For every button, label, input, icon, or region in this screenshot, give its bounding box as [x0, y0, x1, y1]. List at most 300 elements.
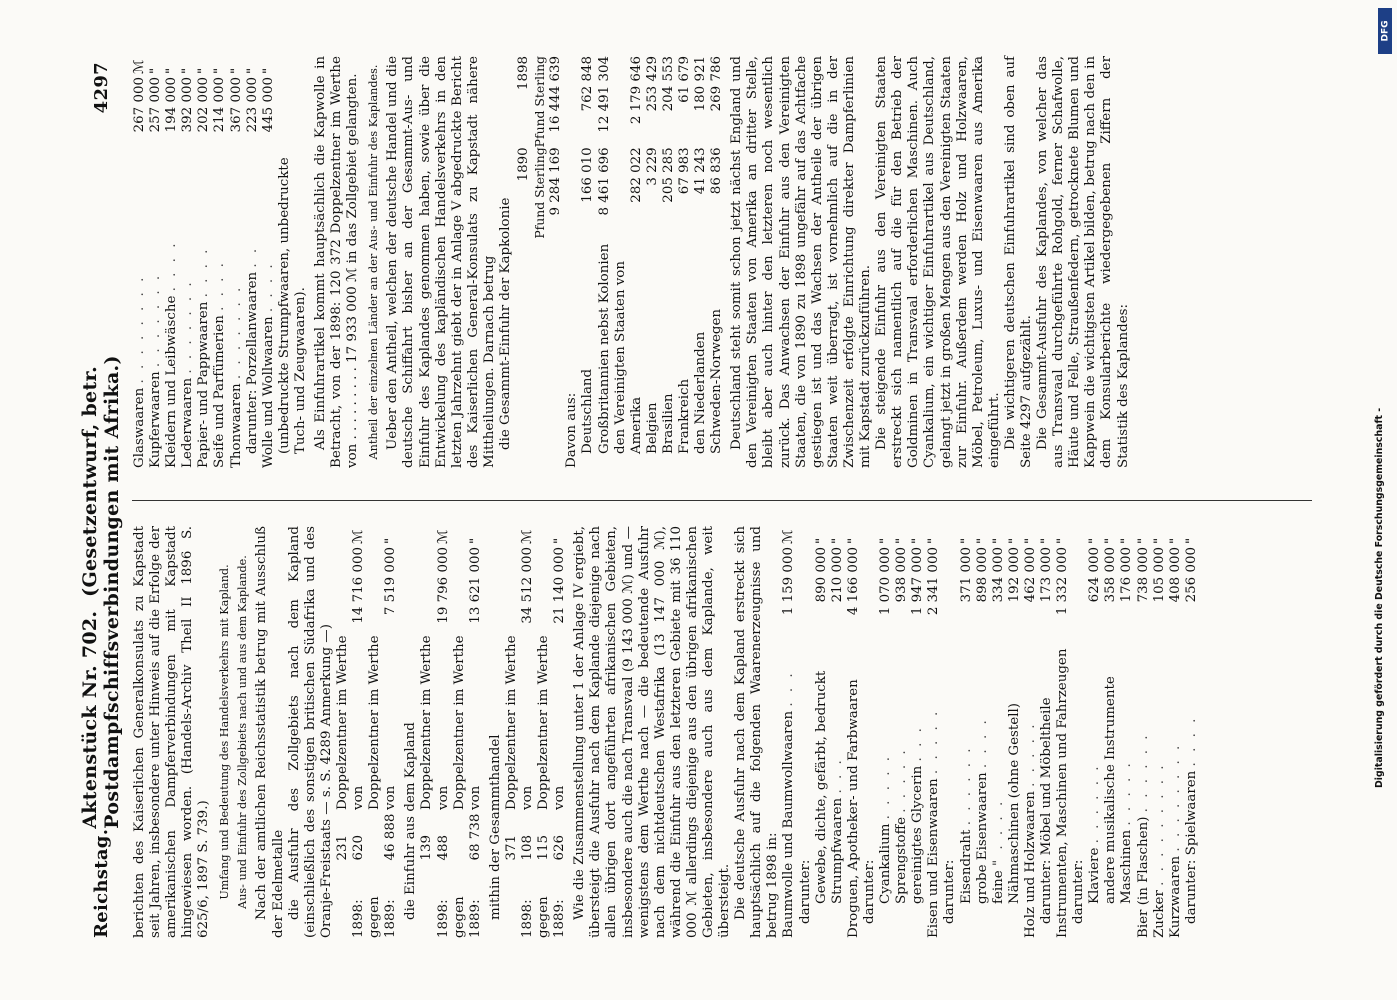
- country-label: Belgien: [644, 402, 660, 454]
- goods-label-text: Glaswaaren: [132, 387, 147, 468]
- goods-label-text: Baumwolle und Baumwollwaaren: [781, 710, 797, 938]
- goods-table: [781, 526, 1199, 938]
- goods-currency: ": [148, 67, 164, 74]
- country-rows: [580, 56, 725, 468]
- goods-label: [1103, 622, 1119, 938]
- paragraph: die Einfuhr aus dem Kapland: [403, 722, 419, 920]
- goods-currency: ": [212, 67, 228, 74]
- goods-label-text: darunter:: [797, 859, 813, 924]
- leader-dots: . . . . . . . .: [132, 274, 147, 384]
- goods-label-text: Papier- und Pappwaaren: [196, 301, 212, 468]
- goods-currency: ": [845, 537, 861, 544]
- goods-row: [862, 526, 878, 938]
- goods-currency: ": [829, 537, 845, 544]
- year-cell: 1898:: [351, 899, 367, 938]
- goods-label-text: Gewebe, dichte, gefärbt, bedruckt: [813, 670, 829, 904]
- goods-label: [1039, 622, 1055, 938]
- goods-value: 194 000: [164, 77, 180, 133]
- goods-row: [1087, 526, 1103, 938]
- unit-label: Werthe von: [334, 635, 367, 810]
- year-cell: gegen 1889:: [367, 896, 399, 938]
- goods-label-text: feine: [990, 870, 1006, 904]
- goods-value: 223 000: [244, 77, 260, 133]
- paragraph: Ueber den Antheil, welchen der deutsche Handel und die deutsche Schiffahrt bisher an der Gesammt-Aus- und Einfuhr des Kaplandes genommen haben, sowie über die Entwickelung des kapländischen Handelsverkehrs in den letzten Jahrzehnt giebt der in Anlage V abgedruckte Bericht des Kaiserlichen General-Konsulats zu Kapstadt nähere Mittheilungen. Darnach betrug: [385, 56, 497, 468]
- unit-cell: [335, 624, 367, 810]
- goods-value: 898 000: [974, 547, 990, 603]
- country-row: [709, 56, 725, 468]
- goods-label-text: Cyankalium: [878, 823, 894, 904]
- year-cell: 1898:: [519, 899, 535, 938]
- leader-dots: . .: [244, 245, 260, 268]
- value-cell: 19 796 000: [435, 547, 451, 624]
- qty-cell: 68 738: [467, 813, 483, 861]
- value-cell: 14 716 000: [351, 547, 367, 624]
- goods-label-text: Kleidern und Leibwäsche: [164, 295, 180, 468]
- paragraph: mithin der Gesammthandel: [487, 734, 503, 920]
- header-doc-number: Aktenstück Nr. 702.: [79, 610, 101, 829]
- goods-currency: ": [180, 67, 196, 74]
- goods-currency: ": [228, 67, 244, 74]
- goods-label: [1023, 622, 1039, 938]
- goods-row: [1071, 526, 1087, 938]
- goods-label: [196, 132, 212, 468]
- goods-value: 624 000: [1087, 547, 1103, 603]
- goods-row: [975, 526, 991, 938]
- goods-label: [814, 622, 830, 938]
- goods-label: [1087, 622, 1103, 938]
- goods-currency: ": [1103, 537, 1119, 544]
- goods-label-text: darunter: Porzellanwaaren: [244, 271, 260, 454]
- paragraph: Die wichtigeren deutschen Einfuhrartikel sind oben auf Seite 4297 aufgezählt.: [1002, 56, 1034, 468]
- leader-dots: . . . . . . .: [228, 284, 244, 380]
- goods-label-text: Zucker: [1151, 890, 1167, 938]
- leader-dots: . . . .: [260, 261, 276, 313]
- export-table: [335, 526, 399, 938]
- unit-label: Doppelzentner im: [419, 688, 435, 810]
- goods-currency: ": [926, 537, 942, 544]
- goods-value: 256 000: [1183, 547, 1199, 603]
- goods-value: [798, 547, 814, 622]
- goods-label-text: Kurzwaaren: [1167, 855, 1183, 938]
- goods-label: [959, 622, 975, 938]
- goods-currency: ": [1151, 537, 1167, 544]
- goods-label-text: Holz und Holzwaaren: [1022, 791, 1038, 938]
- goods-currency: [798, 526, 814, 547]
- goods-row: [1103, 526, 1119, 938]
- goods-value: 392 000: [180, 77, 196, 133]
- paragraph: Deutschland steht somit schon jetzt nächst England und den Vereinigten Staaten von Amerika an dritter Stelle, bleibt aber auch hinter den letzteren noch wesentlich zurück. Das Anwachsen der Einfuhr aus den Vereinigten Staaten, die von 1890 zu 1898 ungefähr auf das Achtfache gestiegen ist und das Wachsen der Antheile der übrigen Staaten weit überragt, ist vornehmlich auf die in der Zwischenzeit erfolgte Einrichtung direkter Dampferlinien mit Kapstadt zurückzuführen.: [729, 56, 874, 468]
- goods-row: [959, 526, 975, 938]
- unit-label: Doppelzentner im: [334, 688, 350, 810]
- goods-row: [1023, 526, 1039, 938]
- goods-currency: ": [244, 67, 260, 74]
- column-header: 1898: [516, 56, 532, 91]
- value-1890: 3 229: [644, 147, 660, 186]
- goods-row: [277, 56, 309, 468]
- table-row: [504, 526, 536, 938]
- goods-value: [1071, 547, 1087, 622]
- leader-dots: . . . .: [974, 717, 990, 769]
- goods-row: [261, 56, 277, 468]
- leader-dots: " . . . .: [990, 798, 1006, 867]
- table-row: [335, 526, 367, 938]
- section-heading: Antheil der einzelnen Länder an der Aus- und Einfuhr des Kaplandes.: [367, 64, 381, 460]
- leader-dots: . . . . .: [1119, 760, 1135, 826]
- leader-dots: . . . .: [212, 260, 228, 311]
- table-header-row: [532, 56, 548, 468]
- goods-value: 176 000: [1119, 547, 1135, 603]
- qty-cell: 46 888: [383, 813, 399, 861]
- country-label: Frankreich: [677, 378, 692, 454]
- paragraph: Die deutsche Ausfuhr nach dem Kapland erstreckt sich hauptsächlich auf die folgenden Waarenerzeugnisse und betrug 1898 in:: [733, 526, 781, 938]
- column-header: 1890: [516, 147, 532, 182]
- goods-value: 334 000: [990, 547, 1006, 603]
- goods-currency: ": [1135, 537, 1151, 544]
- goods-currency: ": [260, 67, 276, 74]
- goods-label: [180, 132, 196, 468]
- page-number: 4297: [90, 62, 112, 114]
- goods-label-text: darunter:: [1071, 859, 1087, 924]
- goods-value: 738 000: [1135, 547, 1151, 603]
- goods-value: [862, 547, 878, 622]
- goods-row: [212, 56, 228, 468]
- goods-label: [942, 622, 958, 938]
- value-1898: 762 848: [580, 56, 596, 112]
- left-column: [132, 526, 1200, 938]
- leader-dots: . . . .: [1183, 715, 1199, 767]
- country-row: [597, 56, 613, 468]
- goods-currency: ": [1038, 537, 1054, 544]
- leader-dots: . . .: [910, 725, 926, 762]
- goods-label: [975, 622, 991, 938]
- goods-value: 267 000: [132, 77, 147, 133]
- goods-row: [132, 56, 148, 468]
- goods-value: 1 947 000: [910, 547, 926, 616]
- goods-label-text: darunter: Möbel und Möbeltheile: [1038, 697, 1054, 924]
- row-label: Davon aus:: [564, 392, 580, 468]
- goods-label-text: Eisen und Eisenwaaren: [926, 778, 942, 938]
- goods-label-text: andere musikalische Instrumente: [1103, 676, 1119, 904]
- qty-cell: 139 488: [419, 834, 451, 861]
- section-heading: Umfang und Bedeutung des Handelsverkehrs mit Kapland.: [218, 564, 232, 900]
- goods-label-text: gereinigtes Glycerin: [910, 765, 926, 904]
- value-1898: 269 786: [709, 56, 725, 112]
- unit-label: Doppelzentner im: [367, 688, 383, 810]
- goods-value: 408 000: [1167, 547, 1183, 603]
- goods-row: [1119, 526, 1135, 938]
- table-row: [419, 526, 451, 938]
- goods-label-text: Nähmaschinen (ohne Gestell): [1006, 702, 1022, 904]
- goods-currency: ": [974, 537, 990, 544]
- goods-row: [1152, 526, 1168, 938]
- value-cell: 21 140 000: [552, 547, 568, 624]
- goods-label-text: darunter:: [942, 859, 958, 924]
- dfg-logo-text: DFG: [1380, 20, 1391, 42]
- unit-label: Doppelzentner im: [536, 688, 552, 810]
- goods-label-text: Droguen, Apotheker- und Farbwaaren: [845, 679, 861, 938]
- goods-row: [798, 526, 814, 938]
- unit-label: Doppelzentner im: [451, 688, 467, 810]
- goods-currency: ": [1087, 537, 1103, 544]
- table-row: [367, 526, 399, 938]
- leader-dots: . . . . .: [894, 747, 910, 813]
- section-subheading: Aus- und Einfuhr des Zollgebiets nach und aus dem Kaplande.: [236, 555, 250, 909]
- goods-row: [1184, 526, 1200, 938]
- column-unit: Pfund Sterling: [532, 56, 548, 148]
- page-header: [78, 62, 124, 938]
- value-1898: 2 179 646: [628, 56, 644, 125]
- goods-row: [245, 56, 261, 468]
- unit-cell: [419, 624, 451, 810]
- goods-row: [781, 526, 797, 938]
- goods-row: [164, 56, 180, 468]
- unit-label: Werthe von: [536, 635, 568, 810]
- goods-currency: ": [894, 537, 910, 544]
- currency-cell: ": [552, 537, 568, 544]
- goods-label: [926, 622, 942, 938]
- goods-table: [132, 56, 309, 468]
- blank-cell: [548, 239, 564, 468]
- table-row: [564, 56, 580, 468]
- goods-currency: [942, 526, 958, 547]
- goods-currency: ": [1119, 537, 1135, 544]
- goods-label: [1007, 622, 1023, 938]
- goods-label: [781, 622, 797, 938]
- country-label: Deutschland: [580, 368, 596, 454]
- value-1898: 180 921: [693, 56, 709, 112]
- goods-currency: [1071, 526, 1087, 547]
- goods-value: 192 000: [1006, 547, 1022, 603]
- paragraph: Nach der amtlichen Reichsstatistik betrug mit Ausschluß der Edelmetalle: [254, 526, 286, 938]
- year-cell: gegen 1889:: [451, 896, 483, 938]
- goods-row: [196, 56, 212, 468]
- leader-dots: . . . . . . .: [180, 279, 196, 374]
- goods-value: 1 332 000: [1055, 547, 1071, 616]
- goods-label: [212, 132, 228, 468]
- leader-dots: . . . . . . . . .: [1151, 762, 1167, 886]
- goods-label-text: darunter:: [861, 859, 877, 924]
- goods-value: 445 000: [260, 77, 276, 133]
- goods-label: [1184, 622, 1200, 938]
- goods-value: 1 159 000: [781, 547, 797, 616]
- goods-value: 1 070 000: [878, 547, 894, 616]
- goods-label: [245, 132, 261, 468]
- goods-label-text: Thonwaaren: [228, 383, 244, 468]
- paragraph: Als Einfuhrartikel kommt hauptsächlich die Kapwolle in Betracht, von der 1898: 120 372 Doppelzentner im Werthe von . . . . . . . . . 17 933 000 ℳ in das Zollgebiet gelangten.: [313, 56, 361, 468]
- goods-currency: ": [1006, 537, 1022, 544]
- goods-value: 890 000: [813, 547, 829, 603]
- header-subtitle: (Gesetzentwurf, betr. Postdampfschiffsverbindungen mit Afrika.): [79, 355, 123, 829]
- unit-label: Werthe von: [419, 635, 451, 810]
- goods-label: [132, 132, 148, 468]
- value-1890: 41 243: [693, 147, 709, 195]
- goods-value: [277, 77, 309, 132]
- goods-currency: ": [958, 537, 974, 544]
- leader-dots: . . . . .: [1022, 721, 1038, 787]
- unit-cell: [367, 624, 399, 810]
- goods-row: [894, 526, 910, 938]
- leader-dots: . . . .: [164, 240, 180, 292]
- goods-value: 210 000: [829, 547, 845, 603]
- currency-cell: ": [383, 537, 399, 544]
- column-divider: [132, 500, 1312, 501]
- value-cell: 13 621 000: [467, 547, 483, 624]
- header-left: Reichstag.: [90, 828, 112, 938]
- value-1890: 282 022: [628, 147, 644, 203]
- goods-label: [277, 132, 309, 468]
- goods-row: [1168, 526, 1184, 938]
- header-title: [79, 113, 123, 828]
- goods-value: 358 000: [1103, 547, 1119, 603]
- goods-row: [1055, 526, 1071, 938]
- goods-row: [846, 526, 862, 938]
- blank-cell: [564, 147, 580, 238]
- country-label: den Niederlanden: [693, 331, 709, 454]
- paragraph: Die Gesammt-Ausfuhr des Kaplandes, von welcher das aus Transvaal durchgeführte Rohgold, ferner Schafwolle, Häute und Felle, Straußenfedern, getrocknete Blumen und Kappwein die wichtigsten Artikel bilden, betrug nach den in dem Konsularberichte wiedergegebenen Ziffern der Statistik des Kaplandes:: [1035, 56, 1131, 468]
- table-header-row: [516, 56, 532, 468]
- value-1890: 8 461 696: [596, 147, 612, 216]
- unit-label: Werthe von: [367, 635, 399, 810]
- goods-value: 938 000: [894, 547, 910, 603]
- year-cell: gegen 1889:: [536, 896, 568, 938]
- paragraph: die Ausfuhr des Zollgebiets nach dem Kapland (einschließlich des sonstigen britischen Südafrika und des Oranje-Freistaats — s. S. 4289 Anmerkung —): [286, 526, 334, 938]
- goods-value: 367 000: [228, 77, 244, 133]
- country-row: [677, 56, 693, 468]
- paragraph: Wie die Zusammenstellung unter 1 der Anlage IV ergiebt, übersteigt die Ausfuhr nach dem Kaplande diejenige nach allen übrigen dort angeführten afrikanischen Gebieten, insbesondere auch die nach Transvaal (9 143 000 ℳ) und — wenigstens dem Werthe nach — die bedeutende Ausfuhr nach dem nichtdeutschen Westafrika (13 147 000 ℳ), während die Einfuhr aus den letzteren Gebiete mit 36 110 000 ℳ allerdings diejenige aus den übrigen afrikanischen Gebieten, insbesondere auch aus dem Kaplande, weit übersteigt.: [572, 526, 733, 938]
- goods-row: [180, 56, 196, 468]
- goods-label: [846, 622, 862, 938]
- leader-dots: . . .: [781, 670, 797, 707]
- paragraph: die Gesammt-Einfuhr der Kapkolonie: [497, 197, 513, 450]
- total-1898: 16 444 639: [548, 56, 564, 133]
- goods-value: 371 000: [958, 547, 974, 603]
- unit-cell: [536, 624, 568, 810]
- goods-label: [798, 622, 814, 938]
- value-1890: 166 010: [580, 147, 596, 203]
- currency-cell: ": [467, 537, 483, 544]
- goods-currency: [277, 56, 309, 77]
- goods-row: [229, 56, 245, 468]
- goods-value: 105 000: [1151, 547, 1167, 603]
- country-label: Großbritannien nebst Kolonien: [596, 243, 612, 454]
- currency-cell: ℳ: [351, 529, 367, 544]
- goods-row: [910, 526, 926, 938]
- goods-label-text: Sprengstoffe: [894, 816, 910, 904]
- country-label: den Vereinigten Staaten von Amerika: [612, 261, 644, 454]
- blank-cell: [564, 56, 580, 147]
- goods-row: [991, 526, 1007, 938]
- goods-currency: ": [164, 67, 180, 74]
- goods-value: 4 166 000: [845, 547, 861, 616]
- goods-value: 202 000: [196, 77, 212, 133]
- goods-currency: ": [910, 537, 926, 544]
- goods-label-text: Maschinen: [1119, 829, 1135, 904]
- qty-cell: 231 620: [334, 834, 367, 861]
- goods-currency: ": [1022, 537, 1038, 544]
- goods-label: [1055, 622, 1071, 938]
- value-cell: 34 512 000: [519, 547, 535, 624]
- qty-cell: 371 108: [503, 834, 535, 861]
- goods-label: [1152, 622, 1168, 938]
- unit-label: Werthe von: [503, 635, 535, 810]
- goods-label: [878, 622, 894, 938]
- table-row: [452, 526, 484, 938]
- table-row: [548, 56, 564, 468]
- goods-label: [1136, 622, 1152, 938]
- country-label: Schweden-Norwegen: [709, 308, 725, 454]
- goods-currency: [862, 526, 878, 547]
- goods-value: 2 341 000: [926, 547, 942, 616]
- value-1898: 204 553: [660, 56, 676, 112]
- leader-dots: . . . . .: [878, 754, 894, 820]
- value-1890: 205 285: [660, 147, 676, 203]
- goods-label: [261, 132, 277, 468]
- goods-label: [229, 132, 245, 468]
- leader-dots: . . . . . . .: [148, 272, 164, 368]
- digitization-note: Digitalisierung gefördert durch die Deutsche Forschungsgemeinschaft -: [1374, 407, 1385, 788]
- goods-currency: ": [196, 67, 212, 74]
- goods-row: [814, 526, 830, 938]
- goods-row: [148, 56, 164, 468]
- goods-label-text: Kupferwaaren: [148, 371, 164, 468]
- goods-label-text: Bier (in Flaschen): [1135, 816, 1151, 938]
- goods-currency: ℳ: [781, 529, 797, 544]
- paragraph: berichten des Kaiserlichen Generalkonsulats zu Kapstadt seit Jahren, insbesondere unter Hinweis auf die Erfolge der amerikanischen Dampferverbindungen mit Kapstadt hingewiesen worden. (Handels-Archiv Theil II 1896 S. 625/6, 1897 S. 739.): [132, 526, 212, 938]
- unit-cell: [452, 624, 484, 810]
- leader-dots: . . . .: [196, 246, 212, 298]
- goods-label-text: Eisendraht: [958, 829, 974, 904]
- goods-label-text: grobe Eisenwaaren: [974, 772, 990, 904]
- goods-value: [942, 547, 958, 622]
- goods-label: [991, 622, 1007, 938]
- goods-label-text: Instrumenten, Maschinen und Fahrzeugen: [1055, 648, 1071, 938]
- goods-value: 214 000: [212, 77, 228, 133]
- import-table: [419, 526, 483, 938]
- goods-row: [1007, 526, 1023, 938]
- goods-label: [1071, 622, 1087, 938]
- goods-label: [1168, 622, 1184, 938]
- goods-value: 257 000: [148, 77, 164, 133]
- value-1898: 12 491 304: [596, 56, 612, 133]
- goods-label-text: Lederwaaren: [180, 377, 196, 468]
- leader-dots: . . . . . .: [1087, 763, 1103, 844]
- goods-label: [148, 132, 164, 468]
- goods-label: [862, 622, 878, 938]
- leader-dots: . . . . . . . .: [1167, 742, 1183, 852]
- column-unit: Pfund Sterling: [532, 147, 548, 239]
- goods-row: [878, 526, 894, 938]
- total-table: [504, 526, 568, 938]
- currency-cell: ℳ: [435, 529, 451, 544]
- unit-cell: [504, 624, 536, 810]
- leader-dots: . . .: [829, 757, 845, 794]
- goods-label-text: (unbedruckte Strumpfwaaren, unbedruckte Tuch- und Zeugwaaren).: [276, 157, 308, 454]
- goods-row: [830, 526, 846, 938]
- goods-currency: ": [813, 537, 829, 544]
- goods-currency: ": [1167, 537, 1183, 544]
- country-row: [645, 56, 661, 468]
- blank-cell: [516, 239, 532, 468]
- goods-currency: ℳ: [132, 59, 147, 74]
- unit-label: Werthe von: [451, 635, 483, 810]
- leader-dots: . . . . .: [926, 708, 942, 775]
- country-row: [613, 56, 645, 468]
- value-1898: 253 429: [644, 56, 660, 112]
- goods-currency: ": [878, 537, 894, 544]
- goods-label: [894, 622, 910, 938]
- goods-label-text: darunter: Spielwaaren: [1183, 770, 1199, 924]
- goods-label-text: Strumpfwaaren: [829, 797, 845, 904]
